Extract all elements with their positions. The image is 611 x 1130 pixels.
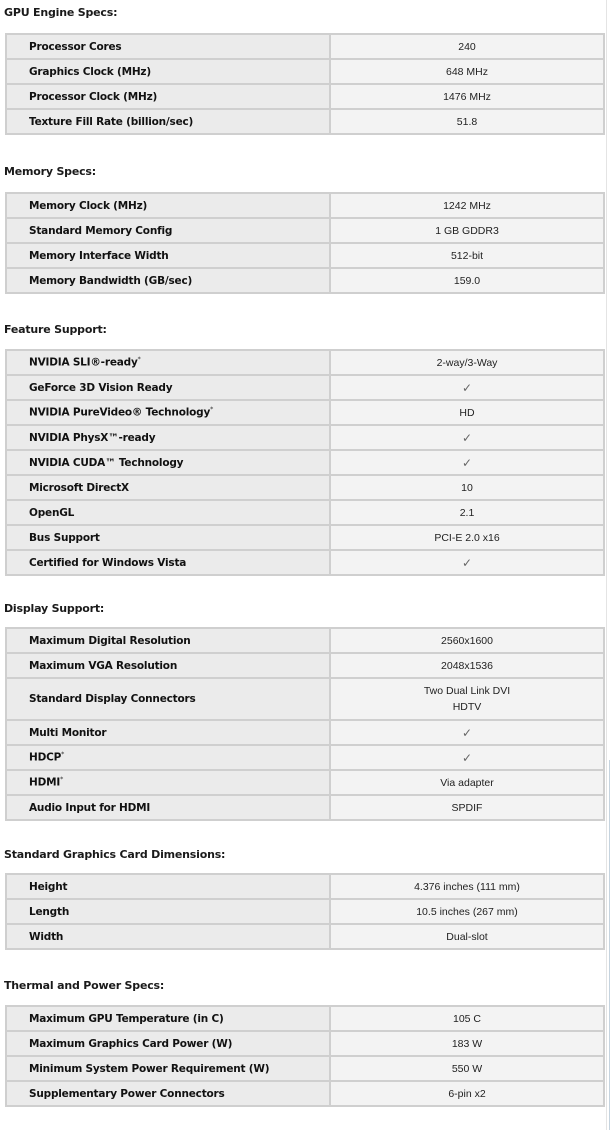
spec-label-cell: [6, 1031, 330, 1056]
spec-label-cell: [6, 874, 330, 899]
spec-value: 6-pin x2: [448, 1087, 486, 1100]
spec-row: [6, 243, 604, 268]
spec-value-cell: [330, 425, 604, 450]
spec-row: [6, 678, 604, 720]
page-right-border: [606, 0, 607, 1130]
spec-value-cell: [330, 109, 604, 134]
spec-label-cell: [6, 1006, 330, 1031]
spec-label: Maximum GPU Temperature (in C): [29, 1012, 224, 1025]
spec-row: [6, 899, 604, 924]
spec-table: [5, 627, 605, 821]
spec-row: [6, 400, 604, 425]
spec-label-cell: [6, 770, 330, 795]
spec-section: [0, 6, 606, 128]
spec-table: [5, 349, 605, 576]
spec-row: [6, 34, 604, 59]
spec-label: Processor Clock (MHz): [29, 90, 158, 103]
spec-value-cell: [330, 720, 604, 745]
spec-label-cell: [6, 525, 330, 550]
spec-label-cell: [6, 193, 330, 218]
spec-label: Microsoft DirectX: [29, 481, 129, 494]
checkmark-icon: ✓: [461, 430, 473, 445]
spec-value: 550 W: [451, 1062, 483, 1075]
spec-row: [6, 795, 604, 820]
spec-label-cell: [6, 450, 330, 475]
section-title: GPU Engine Specs:: [4, 6, 118, 19]
spec-section: [0, 602, 606, 814]
spec-value-cell: [330, 450, 604, 475]
spec-value-cell: [330, 500, 604, 525]
spec-label: Multi Monitor: [29, 726, 107, 739]
spec-value: 512-bit: [450, 249, 484, 262]
spec-label-cell: [6, 400, 330, 425]
spec-value-cell: [330, 1031, 604, 1056]
spec-label-cell: [6, 1081, 330, 1106]
spec-row: [6, 375, 604, 400]
spec-row: [6, 1006, 604, 1031]
spec-row: [6, 1056, 604, 1081]
spec-label: Bus Support: [29, 531, 100, 544]
spec-label: NVIDIA PureVideo® Technology: [29, 406, 211, 419]
spec-label: Maximum Digital Resolution: [29, 634, 191, 647]
spec-label-cell: [6, 59, 330, 84]
spec-label-cell: [6, 628, 330, 653]
spec-label-cell: [6, 475, 330, 500]
spec-value-cell: [330, 400, 604, 425]
spec-row: [6, 475, 604, 500]
spec-row: [6, 653, 604, 678]
spec-label: Audio Input for HDMI: [29, 801, 151, 814]
spec-value-cell: [330, 84, 604, 109]
spec-value: 2-way/3-Way: [436, 356, 498, 369]
spec-value: Via adapter: [440, 776, 494, 789]
spec-label: Height: [29, 880, 68, 893]
spec-table: [5, 33, 605, 135]
spec-label: Memory Clock (MHz): [29, 199, 148, 212]
checkmark-icon: ✓: [461, 750, 473, 765]
spec-value: HD: [459, 406, 475, 419]
footnote-marker: *: [210, 406, 214, 414]
spec-value-line2: HDTV: [452, 701, 482, 713]
spec-label: Minimum System Power Requirement (W): [29, 1062, 270, 1075]
spec-value: 1242 MHz: [443, 199, 491, 212]
spec-value: 105 C: [452, 1012, 482, 1025]
spec-label: Standard Memory Config: [29, 224, 173, 237]
spec-label-cell: [6, 375, 330, 400]
checkmark-icon: ✓: [461, 725, 473, 740]
spec-section: [0, 165, 606, 287]
spec-row: [6, 874, 604, 899]
checkmark-icon: ✓: [461, 555, 473, 570]
spec-value: PCI-E 2.0 x16: [434, 531, 500, 544]
spec-label-cell: [6, 425, 330, 450]
spec-label-cell: [6, 243, 330, 268]
spec-value-cell: [330, 745, 604, 770]
spec-value: Two Dual Link DVI: [423, 685, 511, 697]
spec-label: NVIDIA CUDA™ Technology: [29, 456, 184, 469]
spec-row: [6, 720, 604, 745]
spec-label-cell: [6, 218, 330, 243]
spec-row: [6, 628, 604, 653]
spec-table: [5, 873, 605, 950]
spec-label-cell: [6, 500, 330, 525]
spec-label-cell: [6, 678, 330, 720]
spec-label: NVIDIA PhysX™-ready: [29, 431, 156, 444]
spec-value-cell: [330, 525, 604, 550]
footnote-marker: *: [61, 751, 65, 759]
spec-label: HDMI: [29, 776, 61, 789]
spec-label: Supplementary Power Connectors: [29, 1087, 225, 1100]
spec-value-cell: [330, 874, 604, 899]
spec-row: [6, 745, 604, 770]
spec-label-cell: [6, 720, 330, 745]
spec-value: 2048x1536: [441, 659, 493, 672]
spec-label-cell: [6, 653, 330, 678]
spec-value-cell: [330, 34, 604, 59]
spec-value: Dual-slot: [446, 930, 488, 943]
spec-value: 159.0: [453, 274, 481, 287]
spec-label-cell: [6, 268, 330, 293]
checkmark-icon: ✓: [461, 380, 473, 395]
footnote-marker: *: [60, 776, 64, 784]
spec-label: HDCP: [29, 751, 62, 764]
section-title: Memory Specs:: [4, 165, 96, 178]
spec-label: NVIDIA SLI®-ready: [29, 356, 138, 369]
spec-label-cell: [6, 109, 330, 134]
spec-label: Graphics Clock (MHz): [29, 65, 151, 78]
spec-label: Certified for Windows Vista: [29, 556, 187, 569]
spec-row: [6, 525, 604, 550]
spec-value: 1 GB GDDR3: [435, 224, 499, 237]
spec-value-cell: [330, 1006, 604, 1031]
spec-label: Maximum VGA Resolution: [29, 659, 178, 672]
spec-value: SPDIF: [451, 801, 483, 814]
spec-section: [0, 848, 606, 943]
spec-value-cell: [330, 218, 604, 243]
spec-row: [6, 770, 604, 795]
spec-row: [6, 500, 604, 525]
spec-label: Memory Interface Width: [29, 249, 169, 262]
spec-row: [6, 450, 604, 475]
checkmark-icon: ✓: [461, 455, 473, 470]
scroll-edge: [609, 760, 610, 1130]
spec-value: 10.5 inches (267 mm): [416, 905, 518, 918]
spec-label-cell: [6, 84, 330, 109]
spec-value: 648 MHz: [445, 65, 488, 78]
spec-value-cell: [330, 899, 604, 924]
spec-label: Length: [29, 905, 70, 918]
spec-row: [6, 550, 604, 575]
spec-label-cell: [6, 924, 330, 949]
section-title: Thermal and Power Specs:: [4, 979, 165, 992]
section-title: Standard Graphics Card Dimensions:: [4, 848, 226, 861]
spec-value: 51.8: [456, 115, 478, 128]
spec-row: [6, 193, 604, 218]
spec-value: 240: [458, 40, 476, 53]
spec-value-cell: [330, 628, 604, 653]
spec-label: Standard Display Connectors: [29, 693, 196, 705]
spec-value: 2.1: [459, 506, 475, 519]
spec-row: [6, 350, 604, 375]
section-title: Display Support:: [4, 602, 105, 615]
footnote-marker: *: [137, 356, 141, 364]
spec-label: OpenGL: [29, 506, 75, 519]
spec-label-cell: [6, 550, 330, 575]
spec-table: [5, 1005, 605, 1107]
spec-row: [6, 1031, 604, 1056]
spec-value-cell: [330, 243, 604, 268]
spec-label-cell: [6, 899, 330, 924]
spec-label: Memory Bandwidth (GB/sec): [29, 274, 193, 287]
spec-value-cell: [330, 924, 604, 949]
spec-value-cell: [330, 350, 604, 375]
spec-row: [6, 84, 604, 109]
spec-label-cell: [6, 795, 330, 820]
spec-label: Maximum Graphics Card Power (W): [29, 1037, 233, 1050]
spec-value-cell: [330, 1056, 604, 1081]
spec-value: 4.376 inches (111 mm): [414, 880, 520, 893]
spec-row: [6, 1081, 604, 1106]
spec-section: [0, 979, 606, 1100]
spec-value: 183 W: [451, 1037, 483, 1050]
section-title: Feature Support:: [4, 323, 107, 336]
spec-value-cell: [330, 550, 604, 575]
spec-row: [6, 59, 604, 84]
spec-value-cell: [330, 770, 604, 795]
spec-value-cell: [330, 1081, 604, 1106]
spec-row: [6, 268, 604, 293]
spec-value-cell: [330, 653, 604, 678]
spec-label-cell: [6, 350, 330, 375]
spec-label-cell: [6, 745, 330, 770]
spec-row: [6, 425, 604, 450]
spec-row: [6, 924, 604, 949]
spec-value: 1476 MHz: [443, 90, 491, 103]
spec-label: Width: [29, 930, 64, 943]
spec-value-cell: [330, 59, 604, 84]
spec-value-cell: [330, 375, 604, 400]
spec-value-cell: [330, 475, 604, 500]
spec-label: Texture Fill Rate (billion/sec): [29, 115, 194, 128]
spec-value-cell: [330, 193, 604, 218]
spec-label: GeForce 3D Vision Ready: [29, 381, 173, 394]
spec-value-cell: [330, 268, 604, 293]
spec-value-cell: [330, 678, 604, 720]
spec-row: [6, 109, 604, 134]
spec-value: 10: [461, 481, 473, 494]
spec-label-cell: [6, 34, 330, 59]
spec-label: Processor Cores: [29, 40, 122, 53]
spec-value-cell: [330, 795, 604, 820]
spec-table: [5, 192, 605, 294]
spec-value: 2560x1600: [441, 634, 493, 647]
spec-label-cell: [6, 1056, 330, 1081]
spec-section: [0, 323, 606, 570]
spec-row: [6, 218, 604, 243]
